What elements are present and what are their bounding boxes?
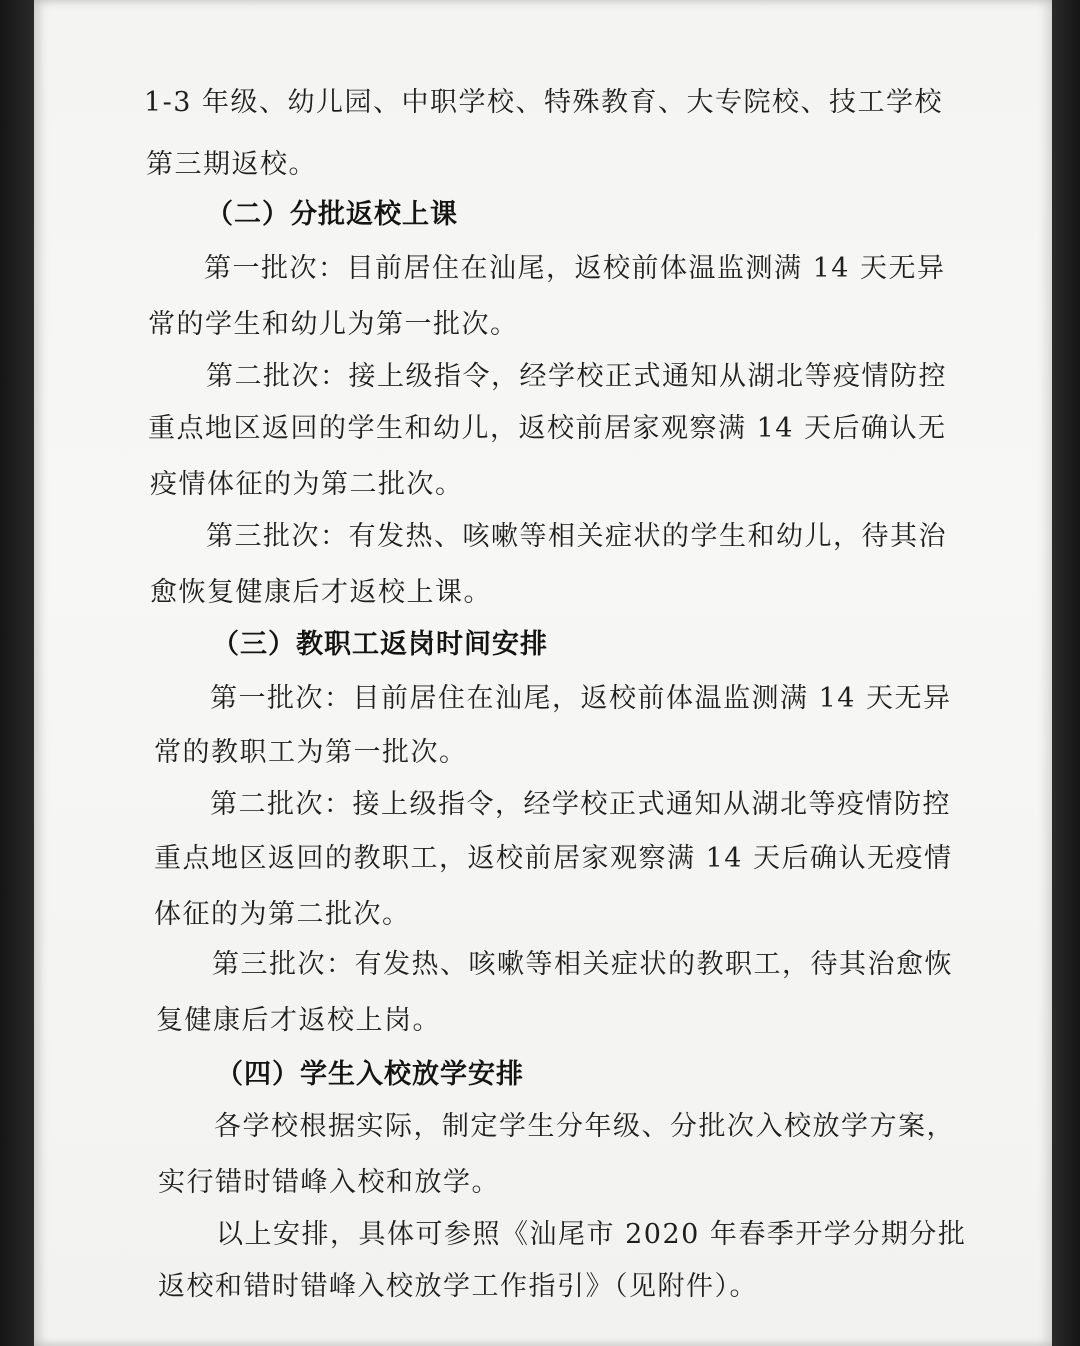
text-line: 1-3 年级、幼儿园、中职学校、特殊教育、大专院校、技工学校 <box>144 87 944 118</box>
text-line: 第三期返校。 <box>146 149 317 180</box>
text-line: 第一批次：目前居住在汕尾，返校前体温监测满 14 天无异 <box>210 683 952 714</box>
document-page <box>34 0 1052 1346</box>
text-line: 第二批次：接上级指令，经学校正式通知从湖北等疫情防控 <box>206 361 947 392</box>
section-heading-3: （三）教职工返岗时间安排 <box>212 629 548 660</box>
photo-frame-right-edge <box>1052 0 1080 1346</box>
photo-frame-left-edge <box>0 0 34 1346</box>
text-line: 复健康后才返校上岗。 <box>156 1005 441 1036</box>
text-line: 重点地区返回的教职工，返校前居家观察满 14 天后确认无疫情 <box>154 843 953 874</box>
text-line: 常的学生和幼儿为第一批次。 <box>148 309 519 340</box>
text-line: 第三批次：有发热、咳嗽等相关症状的学生和幼儿，待其治 <box>206 521 947 552</box>
text-line: 第三批次：有发热、咳嗽等相关症状的教职工，待其治愈恢 <box>212 949 953 980</box>
text-line: 实行错时错峰入校和放学。 <box>158 1167 500 1198</box>
text-line: 常的教职工为第一批次。 <box>154 737 468 768</box>
section-heading-4: （四）学生入校放学安排 <box>216 1059 524 1090</box>
text-line: 疫情体征的为第二批次。 <box>150 469 464 500</box>
text-line: 各学校根据实际，制定学生分年级、分批次入校放学方案， <box>214 1111 955 1142</box>
text-line: 体征的为第二批次。 <box>154 899 411 930</box>
text-line: 以上安排，具体可参照《汕尾市 2020 年春季开学分期分批 <box>216 1219 967 1250</box>
text-line: 愈恢复健康后才返校上课。 <box>150 577 492 608</box>
text-line: 重点地区返回的学生和幼儿，返校前居家观察满 14 天后确认无 <box>148 413 947 444</box>
text-line: 第一批次：目前居住在汕尾，返校前体温监测满 14 天无异 <box>204 253 946 284</box>
text-line: 第二批次：接上级指令，经学校正式通知从湖北等疫情防控 <box>210 789 951 820</box>
text-line: 返校和错时错峰入校放学工作指引》（见附件）。 <box>158 1271 758 1302</box>
section-heading-2: （二）分批返校上课 <box>206 199 458 230</box>
